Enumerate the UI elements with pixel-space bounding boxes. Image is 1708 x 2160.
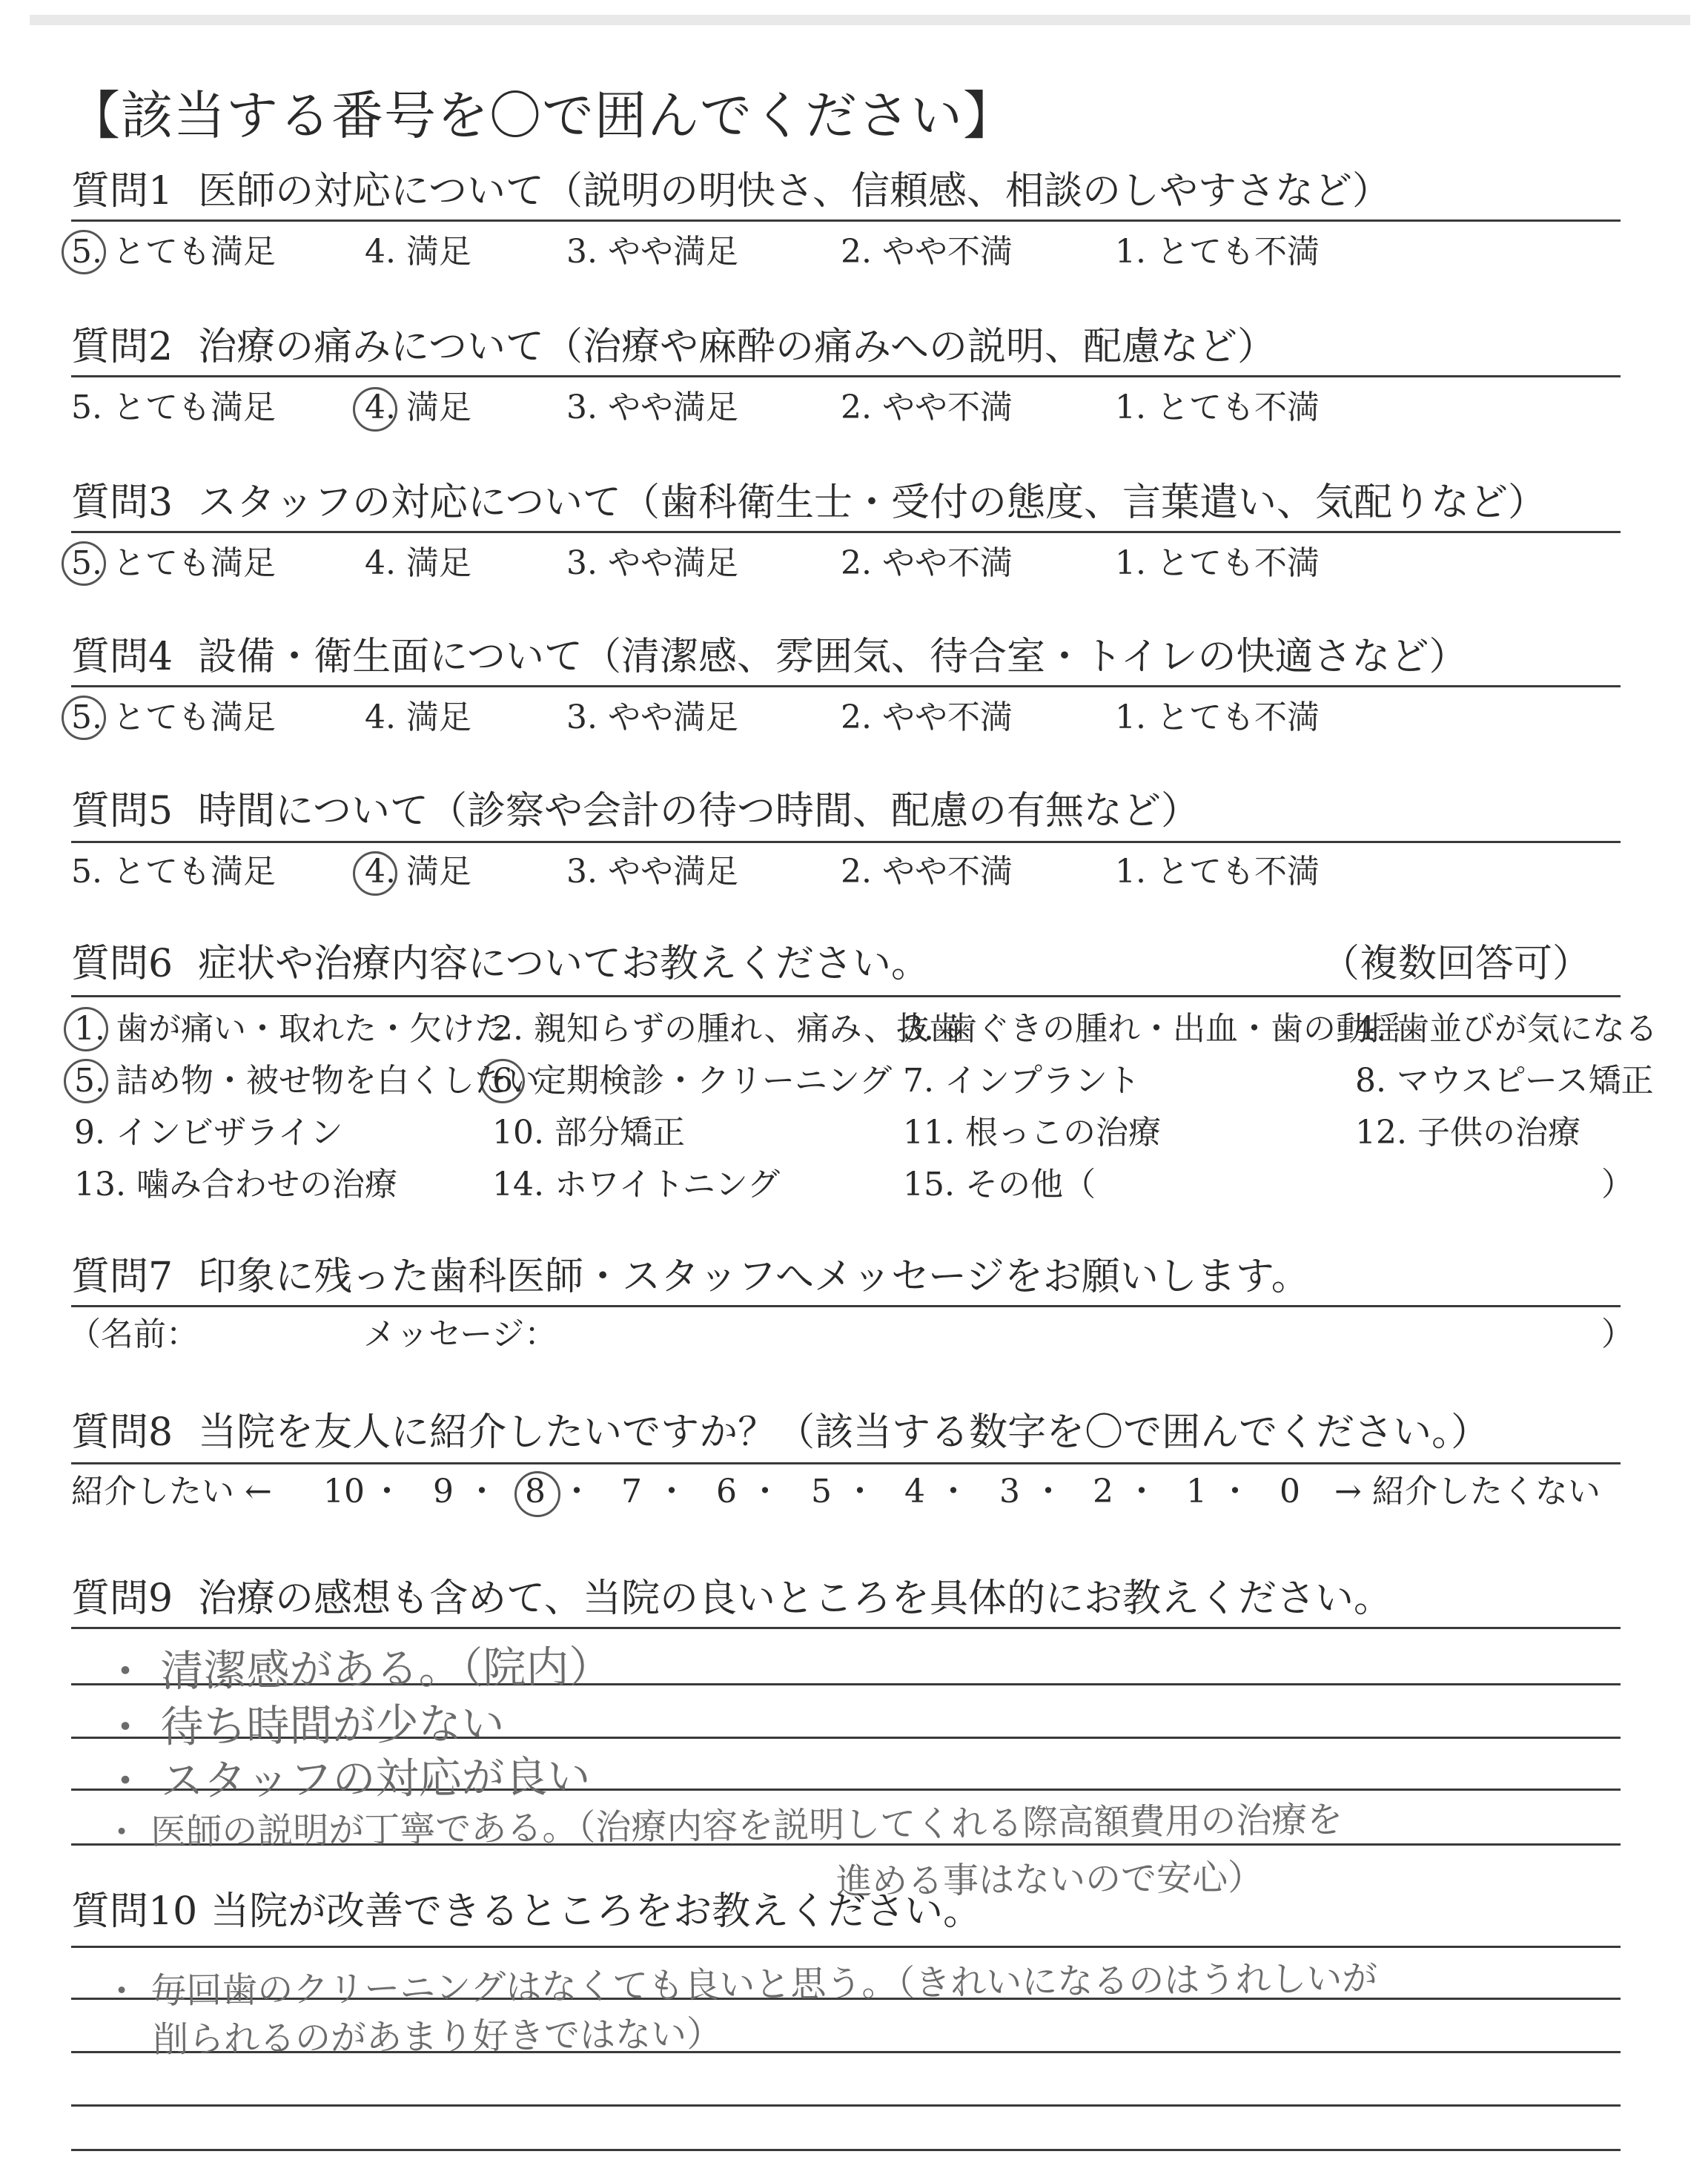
scale-dot: ・ xyxy=(749,1473,781,1510)
q6-option[interactable]: 13. 噛み合わせの治療 xyxy=(74,1166,397,1203)
question-2 xyxy=(71,325,1621,369)
divider xyxy=(71,1305,1621,1307)
option-4[interactable]: 4. 満足 xyxy=(365,698,471,736)
scale-dot: ・ xyxy=(371,1473,403,1510)
q6-option[interactable]: 5. 詰め物・被せ物を白くしたい xyxy=(74,1062,540,1100)
question-5 xyxy=(71,789,1621,833)
option-4[interactable]: 4. 満足 xyxy=(365,544,471,582)
question-10 xyxy=(71,1889,1621,1934)
question-number: 質問6 xyxy=(71,942,173,986)
question-4 xyxy=(71,635,1621,679)
question-text: 当院を友人に紹介したいですか？（該当する数字を〇で囲んでください。） xyxy=(198,1410,1490,1455)
q6-option[interactable]: 12. 子供の治療 xyxy=(1355,1114,1580,1152)
question-number: 質問9 xyxy=(71,1576,173,1621)
q6-other-close: ） xyxy=(1601,1166,1634,1203)
question-text: 医師の対応について（説明の明快さ、信頼感、相談のしやすさなど） xyxy=(198,169,1391,214)
question-text: 設備・衛生面について（清潔感、雰囲気、待合室・トイレの快適さなど） xyxy=(198,635,1468,679)
recommend-right-label: → 紹介したくない xyxy=(1334,1473,1601,1510)
option-5[interactable]: 5. とても満足 xyxy=(71,544,276,582)
divider xyxy=(71,841,1621,843)
q6-option[interactable]: 14. ホワイトニング xyxy=(492,1166,781,1203)
scale-10[interactable]: 10 xyxy=(323,1473,365,1510)
option-1[interactable]: 1. とても不満 xyxy=(1115,233,1320,271)
q6-option[interactable]: 15. その他（ xyxy=(903,1166,1096,1203)
question-1 xyxy=(71,169,1621,214)
option-1[interactable]: 1. とても不満 xyxy=(1115,698,1320,736)
writing-line xyxy=(71,1946,1621,1948)
handwritten-answer: ・ 医師の説明が丁寧である。（治療内容を説明してくれる際高額費用の治療を xyxy=(103,1799,1343,1854)
question-number: 質問10 xyxy=(71,1889,198,1934)
option-3[interactable]: 3. やや満足 xyxy=(566,389,738,426)
handwritten-answer: ・ 清潔感がある。（院内） xyxy=(103,1641,612,1697)
question-number: 質問7 xyxy=(71,1255,173,1299)
scale-dot: ・ xyxy=(937,1473,970,1510)
q6-option[interactable]: 2. 親知らずの腫れ、痛み、抜歯 xyxy=(492,1010,962,1048)
question-text: 症状や治療内容についてお教えください。 xyxy=(198,942,930,986)
option-3[interactable]: 3. やや満足 xyxy=(566,853,738,891)
divider xyxy=(71,1462,1621,1464)
message-close: ） xyxy=(1601,1315,1634,1353)
option-4[interactable]: 4. 満足 xyxy=(365,853,471,891)
scale-dot: ・ xyxy=(844,1473,876,1510)
handwritten-answer: 進める事はないので安心） xyxy=(835,1856,1264,1903)
question-text: 当院が改善できるところをお教えください。 xyxy=(211,1889,982,1934)
question-6 xyxy=(71,942,1621,986)
q6-option[interactable]: 8. マウスピース矯正 xyxy=(1355,1062,1654,1100)
option-5[interactable]: 5. とても満足 xyxy=(71,233,276,271)
writing-line xyxy=(71,2104,1621,2107)
q6-option[interactable]: 3. 歯ぐきの腫れ・出血・歯の動揺 xyxy=(903,1010,1401,1048)
scan-top-edge xyxy=(30,15,1690,25)
option-2[interactable]: 2. やや不満 xyxy=(841,544,1013,582)
handwritten-answer: ・ スタッフの対応が良い xyxy=(103,1751,591,1807)
q6-option[interactable]: 4. 歯並びが気になる xyxy=(1355,1010,1658,1048)
option-2[interactable]: 2. やや不満 xyxy=(841,698,1013,736)
question-number: 質問3 xyxy=(71,480,173,525)
scale-5[interactable]: 5 xyxy=(811,1473,832,1510)
question-text: 時間について（診察や会計の待つ時間、配慮の有無など） xyxy=(198,789,1200,833)
question-number: 質問8 xyxy=(71,1410,173,1455)
writing-line xyxy=(71,2149,1621,2151)
divider xyxy=(71,375,1621,377)
option-4[interactable]: 4. 満足 xyxy=(365,389,471,426)
question-3 xyxy=(71,480,1621,525)
scale-dot: ・ xyxy=(1219,1473,1251,1510)
handwritten-answer: ・ 待ち時間が少ない xyxy=(103,1698,505,1753)
divider xyxy=(71,685,1621,687)
question-number: 質問4 xyxy=(71,635,173,679)
scale-dot: ・ xyxy=(1032,1473,1065,1510)
q6-option[interactable]: 10. 部分矯正 xyxy=(492,1114,685,1152)
message-label: メッセージ： xyxy=(363,1315,557,1353)
question-7 xyxy=(71,1255,1621,1299)
option-5[interactable]: 5. とても満足 xyxy=(71,853,276,891)
scale-6[interactable]: 6 xyxy=(716,1473,737,1510)
multiple-answer-note: （複数回答可） xyxy=(1320,942,1591,986)
divider xyxy=(71,219,1621,222)
scale-3[interactable]: 3 xyxy=(999,1473,1020,1510)
scale-dot: ・ xyxy=(466,1473,498,1510)
q6-option[interactable]: 1. 歯が痛い・取れた・欠けた xyxy=(74,1010,507,1048)
question-text: 治療の痛みについて（治療や麻酔の痛みへの説明、配慮など） xyxy=(198,325,1277,369)
option-1[interactable]: 1. とても不満 xyxy=(1115,853,1320,891)
scale-0[interactable]: 0 xyxy=(1280,1473,1300,1510)
q6-option[interactable]: 7. インプラント xyxy=(903,1062,1140,1100)
option-5[interactable]: 5. とても満足 xyxy=(71,389,276,426)
divider xyxy=(71,995,1621,997)
scale-dot: ・ xyxy=(560,1473,593,1510)
option-2[interactable]: 2. やや不満 xyxy=(841,233,1013,271)
page-title: 【該当する番号を〇で囲んでください】 xyxy=(68,85,1016,146)
question-8 xyxy=(71,1410,1621,1455)
scale-8[interactable]: 8 xyxy=(525,1473,546,1510)
option-3[interactable]: 3. やや満足 xyxy=(566,698,738,736)
option-1[interactable]: 1. とても不満 xyxy=(1115,389,1320,426)
writing-line xyxy=(71,1627,1621,1629)
question-9 xyxy=(71,1576,1621,1621)
question-number: 質問5 xyxy=(71,789,173,833)
option-4[interactable]: 4. 満足 xyxy=(365,233,471,271)
scale-1[interactable]: 1 xyxy=(1186,1473,1207,1510)
scale-dot: ・ xyxy=(1125,1473,1158,1510)
scale-4[interactable]: 4 xyxy=(904,1473,925,1510)
option-3[interactable]: 3. やや満足 xyxy=(566,544,738,582)
handwritten-answer: 削られるのがあまり好きではない） xyxy=(152,2012,723,2061)
handwritten-answer: ・ 毎回歯のクリーニングはなくても良いと思う。（きれいになるのはうれしいが xyxy=(103,1958,1378,2012)
option-1[interactable]: 1. とても不満 xyxy=(1115,544,1320,582)
scale-9[interactable]: 9 xyxy=(433,1473,454,1510)
scale-dot: ・ xyxy=(655,1473,688,1510)
q6-option[interactable]: 6. 定期検診・クリーニング xyxy=(492,1062,893,1100)
name-label: （名前： xyxy=(68,1315,199,1353)
scale-7[interactable]: 7 xyxy=(621,1473,642,1510)
option-2[interactable]: 2. やや不満 xyxy=(841,853,1013,891)
question-text: スタッフの対応について（歯科衛生士・受付の態度、言葉遣い、気配りなど） xyxy=(198,480,1547,525)
option-2[interactable]: 2. やや不満 xyxy=(841,389,1013,426)
question-number: 質問1 xyxy=(71,169,173,214)
option-5[interactable]: 5. とても満足 xyxy=(71,698,276,736)
recommend-left-label: 紹介したい ← xyxy=(71,1473,272,1510)
scale-2[interactable]: 2 xyxy=(1093,1473,1113,1510)
q6-option[interactable]: 11. 根っこの治療 xyxy=(903,1114,1161,1152)
q6-option[interactable]: 9. インビザライン xyxy=(74,1114,343,1152)
question-number: 質問2 xyxy=(71,325,173,369)
divider xyxy=(71,531,1621,533)
question-text: 治療の感想も含めて、当院の良いところを具体的にお教えください。 xyxy=(198,1576,1393,1621)
option-3[interactable]: 3. やや満足 xyxy=(566,233,738,271)
question-text: 印象に残った歯科医師・スタッフへメッセージをお願いします。 xyxy=(198,1255,1310,1299)
